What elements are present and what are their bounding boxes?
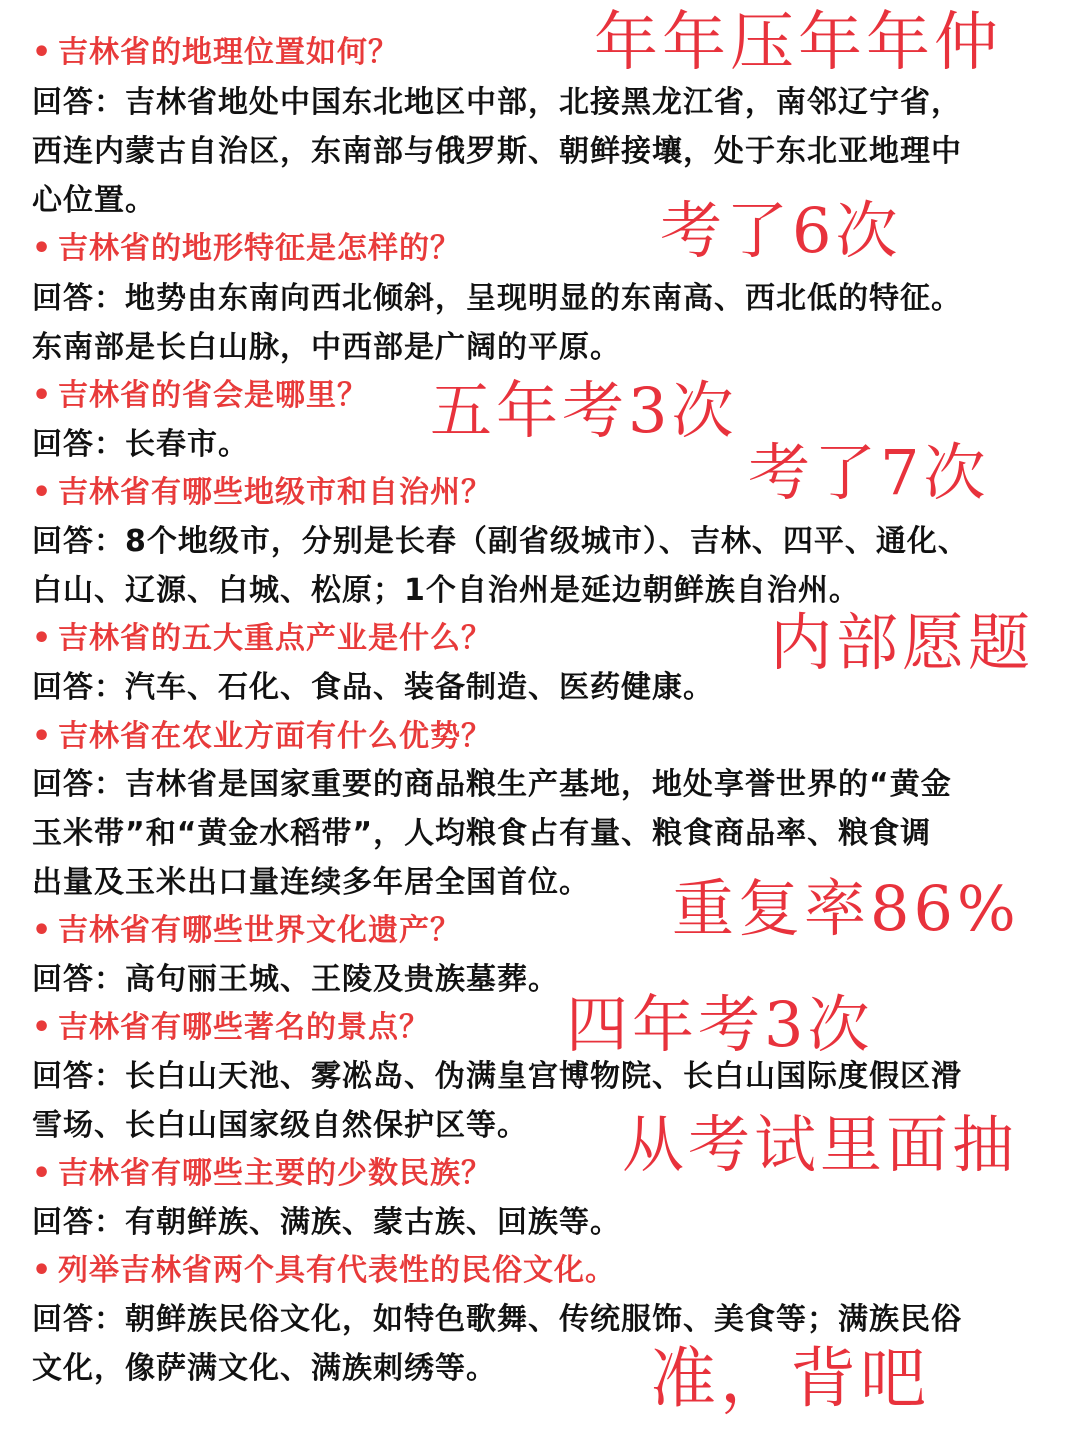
bullet: • xyxy=(32,719,53,754)
handwritten-note-5: 内部愿题 xyxy=(770,606,1035,679)
question-text: 吉林省有哪些著名的景点？ xyxy=(58,1010,430,1045)
bullet: • xyxy=(32,913,53,948)
handwritten-note-6: 重复率86% xyxy=(672,872,1020,945)
handwritten-note-2: 考了6次 xyxy=(660,194,902,267)
answer-3-line-1: 回答：长春市。 xyxy=(32,427,249,462)
question-9 xyxy=(32,1155,492,1193)
bullet: • xyxy=(32,1253,53,1288)
question-text: 吉林省的地形特征是怎样的？ xyxy=(58,231,461,266)
answer-2-line-2: 东南部是长白山脉，中西部是广阔的平原。 xyxy=(32,330,621,365)
answer-4-line-2: 白山、辽源、白城、松原；1个自治州是延边朝鲜族自治州。 xyxy=(32,573,860,608)
answer-1-line-2: 西连内蒙古自治区，东南部与俄罗斯、朝鲜接壤，处于东北亚地理中 xyxy=(32,134,962,169)
question-7 xyxy=(32,912,461,950)
question-6 xyxy=(32,718,492,756)
answer-1-line-3: 心位置。 xyxy=(32,183,156,218)
question-5 xyxy=(32,620,492,658)
answer-6-line-1: 回答：吉林省是国家重要的商品粮生产基地，地处享誉世界的“黄金 xyxy=(32,767,952,802)
question-4 xyxy=(32,474,492,512)
answer-8-line-2: 雪场、长白山国家级自然保护区等。 xyxy=(32,1108,528,1143)
answer-9-line-1: 回答：有朝鲜族、满族、蒙古族、回族等。 xyxy=(32,1205,621,1240)
question-8 xyxy=(32,1009,430,1047)
question-3 xyxy=(32,377,368,415)
question-1 xyxy=(32,34,399,72)
question-text: 列举吉林省两个具有代表性的民俗文化。 xyxy=(58,1253,616,1288)
answer-10-line-2: 文化，像萨满文化、满族刺绣等。 xyxy=(32,1351,497,1386)
question-text: 吉林省有哪些主要的少数民族？ xyxy=(58,1156,492,1191)
answer-6-line-2: 玉米带”和“黄金水稻带”，人均粮食占有量、粮食商品率、粮食调 xyxy=(32,816,932,851)
question-text: 吉林省有哪些世界文化遗产？ xyxy=(58,913,461,948)
question-2 xyxy=(32,230,461,268)
answer-10-line-1: 回答：朝鲜族民俗文化，如特色歌舞、传统服饰、美食等；满族民俗 xyxy=(32,1302,962,1337)
answer-1-line-1: 回答：吉林省地处中国东北地区中部，北接黑龙江省，南邻辽宁省， xyxy=(32,85,962,120)
handwritten-note-4: 考了7次 xyxy=(748,436,990,509)
bullet: • xyxy=(32,35,53,70)
bullet: • xyxy=(32,1156,53,1191)
bullet: • xyxy=(32,231,53,266)
bullet: • xyxy=(32,378,53,413)
question-text: 吉林省的地理位置如何？ xyxy=(58,35,399,70)
question-10 xyxy=(32,1252,616,1290)
answer-2-line-1: 回答：地势由东南向西北倾斜，呈现明显的东南高、西北低的特征。 xyxy=(32,281,962,316)
bullet: • xyxy=(32,1010,53,1045)
answer-7-line-1: 回答：高句丽王城、王陵及贵族墓葬。 xyxy=(32,962,559,997)
handwritten-note-1: 年年压年年仲 xyxy=(594,6,1002,80)
bullet: • xyxy=(32,475,53,510)
answer-4-line-1: 回答：8个地级市，分别是长春（副省级城市）、吉林、四平、通化、 xyxy=(32,524,969,559)
question-text: 吉林省有哪些地级市和自治州？ xyxy=(58,475,492,510)
answer-5-line-1: 回答：汽车、石化、食品、装备制造、医药健康。 xyxy=(32,670,714,705)
handwritten-note-3: 五年考3次 xyxy=(430,374,738,447)
handwritten-note-8: 从考试里面抽 xyxy=(622,1108,1019,1181)
handwritten-note-7: 四年考3次 xyxy=(566,988,874,1061)
bullet: • xyxy=(32,621,53,656)
answer-6-line-3: 出量及玉米出口量连续多年居全国首位。 xyxy=(32,865,590,900)
handwritten-note-9: 准，背吧 xyxy=(650,1340,930,1417)
answer-8-line-1: 回答：长白山天池、雾凇岛、伪满皇宫博物院、长白山国际度假区滑 xyxy=(32,1059,962,1094)
question-text: 吉林省的五大重点产业是什么？ xyxy=(58,621,492,656)
question-text: 吉林省的省会是哪里？ xyxy=(58,378,368,413)
question-text: 吉林省在农业方面有什么优势？ xyxy=(58,719,492,754)
